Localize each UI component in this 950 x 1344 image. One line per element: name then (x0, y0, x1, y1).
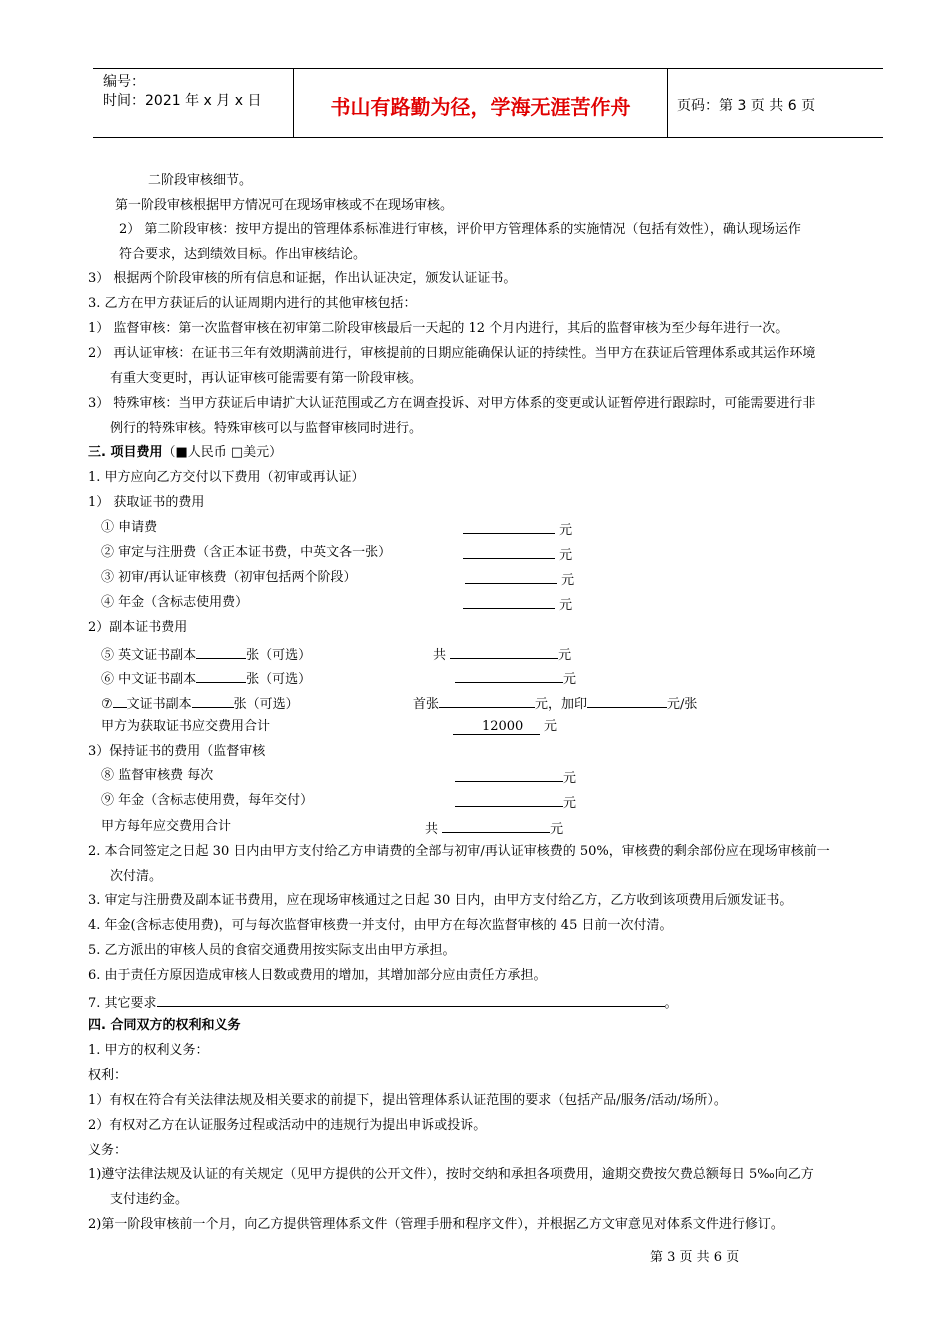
text-line: 2)第一阶段审核前一个月，向乙方提供管理体系文件（管理手册和程序文件），并根据乙方文审意见对体系文件进行修订。 (88, 1217, 784, 1232)
text-line: 1） 获取证书的费用 (88, 495, 205, 510)
fee-blank: 元 (455, 792, 576, 813)
fee-label: ⑨ 年金（含标志使用费，每年交付） (101, 793, 314, 808)
text-line: 义务： (88, 1143, 128, 1158)
fee-label: ⑧ 监督审核费 每次 (101, 768, 214, 783)
fee-label: ⑤ 英文证书副本 张（可选） (101, 644, 311, 665)
text-line: 1）有权在符合有关法律法规及相关要求的前提下，提出管理体系认证范围的要求（包括产品/服务/活动/场所）。 (88, 1093, 727, 1108)
section-heading (88, 444, 282, 462)
text-line: 1)遵守法律法规及认证的有关规定（见甲方提供的公开文件），按时交纳和承担各项费用，逾期交费按欠费总额每日 5‰向乙方 (88, 1167, 814, 1182)
fee-blank: 元 (463, 519, 572, 540)
text-line: 权利： (88, 1068, 128, 1083)
number-label: 编号： (103, 74, 145, 90)
text-line: 二阶段审核细节。 (148, 173, 253, 188)
text-line: 1. 甲方应向乙方交付以下费用（初审或再认证） (88, 470, 365, 485)
text-line: 3. 乙方在甲方获证后的认证周期内进行的其他审核包括： (88, 296, 417, 311)
header-motto: 书山有路勤为径，学海无涯苦作舟 (330, 95, 631, 119)
currency-options: （■人民币 □美元） (162, 445, 283, 460)
text-line: 3）保持证书的费用（监督审核 (88, 744, 266, 759)
fee-blank: 元 (465, 569, 574, 590)
text-line: 1） 监督审核：第一次监督审核在初审第二阶段审核最后一天起的 12 个月内进行，其后的监督审核为至少每年进行一次。 (88, 321, 789, 336)
text-line: 有重大变更时，再认证审核可能需要有第一阶段审核。 (110, 371, 423, 386)
fee-label: ④ 年金（含标志使用费） (101, 595, 249, 610)
text-line: 3. 审定与注册费及副本证书费用，应在现场审核通过之日起 30 日内，由甲方支付给乙方，乙方收到该项费用后颁发证书。 (88, 893, 793, 908)
header-page-number: 页码：第 3 页 共 6 页 (677, 98, 816, 114)
text-line: 6. 由于责任方原因造成审核人日数或费用的增加，其增加部分应由责任方承担。 (88, 968, 547, 983)
text-line: 2）有权对乙方在认证服务过程或活动中的违规行为提出申诉或投诉。 (88, 1118, 487, 1133)
page-footer: 第 3 页 共 6 页 (650, 1250, 740, 1265)
text-line: 5. 乙方派出的审核人员的食宿交通费用按实际支出由甲方承担。 (88, 943, 456, 958)
text-line: 第一阶段审核根据甲方情况可在现场审核或不在现场审核。 (115, 198, 454, 213)
fee-label: ② 审定与注册费（含正本证书费，中英文各一张） (101, 545, 392, 560)
fee-blank: 共 元 (425, 818, 563, 839)
fee-label: ⑥ 中文证书副本 张（可选） (101, 668, 311, 689)
text-line: 例行的特殊审核。特殊审核可以与监督审核同时进行。 (110, 421, 423, 436)
fee-blank: 元 (455, 668, 576, 689)
text-line: 次付清。 (110, 869, 163, 884)
total-value: 12000 元 (453, 718, 557, 736)
fee-label: ① 申请费 (101, 520, 158, 535)
fee-label: ③ 初审/再认证审核费（初审包括两个阶段） (101, 570, 357, 585)
fee-blank: 元 (455, 767, 576, 788)
text-line: 2. 本合同签定之日起 30 日内由甲方支付给乙方申请费的全部与初审/再认证审核费的 50%，审核费的剩余部份应在现场审核前一 (88, 844, 830, 859)
fee-blank: 共 元 (433, 644, 571, 665)
text-line: 符合要求，达到绩效目标。作出审核结论。 (119, 247, 367, 262)
header-left-cell (103, 73, 261, 111)
section-title: 四. 合同双方的权利和义务 (88, 1018, 241, 1033)
text-line: 3） 根据两个阶段审核的所有信息和证据，作出认证决定，颁发认证证书。 (88, 271, 517, 286)
total-label: 甲方为获取证书应交费用合计 (101, 719, 271, 734)
total-label: 甲方每年应交费用合计 (101, 819, 232, 834)
fee-blank: 元 (463, 594, 572, 615)
fee-label: ⑦ 文证书副本 张（可选） (101, 693, 299, 714)
page-header (93, 68, 883, 138)
text-line: 2）副本证书费用 (88, 620, 188, 635)
text-line: 2） 再认证审核：在证书三年有效期满前进行，审核提前的日期应能确保认证的持续性。当甲方在获证后管理体系或其运作环境 (88, 346, 816, 361)
header-divider (667, 69, 668, 137)
text-line: 1. 甲方的权利义务： (88, 1043, 209, 1058)
text-line: 7. 其它要求 。 (88, 992, 678, 1013)
text-line: 4. 年金(含标志使用费)，可与每次监督审核费一并支付，由甲方在每次监督审核的 45 日前一次付清。 (88, 918, 673, 933)
fee-blank: 首张 元，加印 元/张 (413, 693, 697, 714)
text-line: 支付违约金。 (110, 1192, 189, 1207)
text-line: 2） 第二阶段审核：按甲方提出的管理体系标准进行审核，评价甲方管理体系的实施情况（包括有效性），确认现场运作 (119, 222, 801, 237)
text-line: 3） 特殊审核：当甲方获证后申请扩大认证范围或乙方在调查投诉、对甲方体系的变更或认证暂停进行跟踪时，可能需要进行非 (88, 396, 816, 411)
fee-blank: 元 (463, 544, 572, 565)
time-label: 时间：2021 年 x 月 x 日 (103, 93, 262, 109)
section-title: 三. 项目费用 (88, 445, 163, 460)
